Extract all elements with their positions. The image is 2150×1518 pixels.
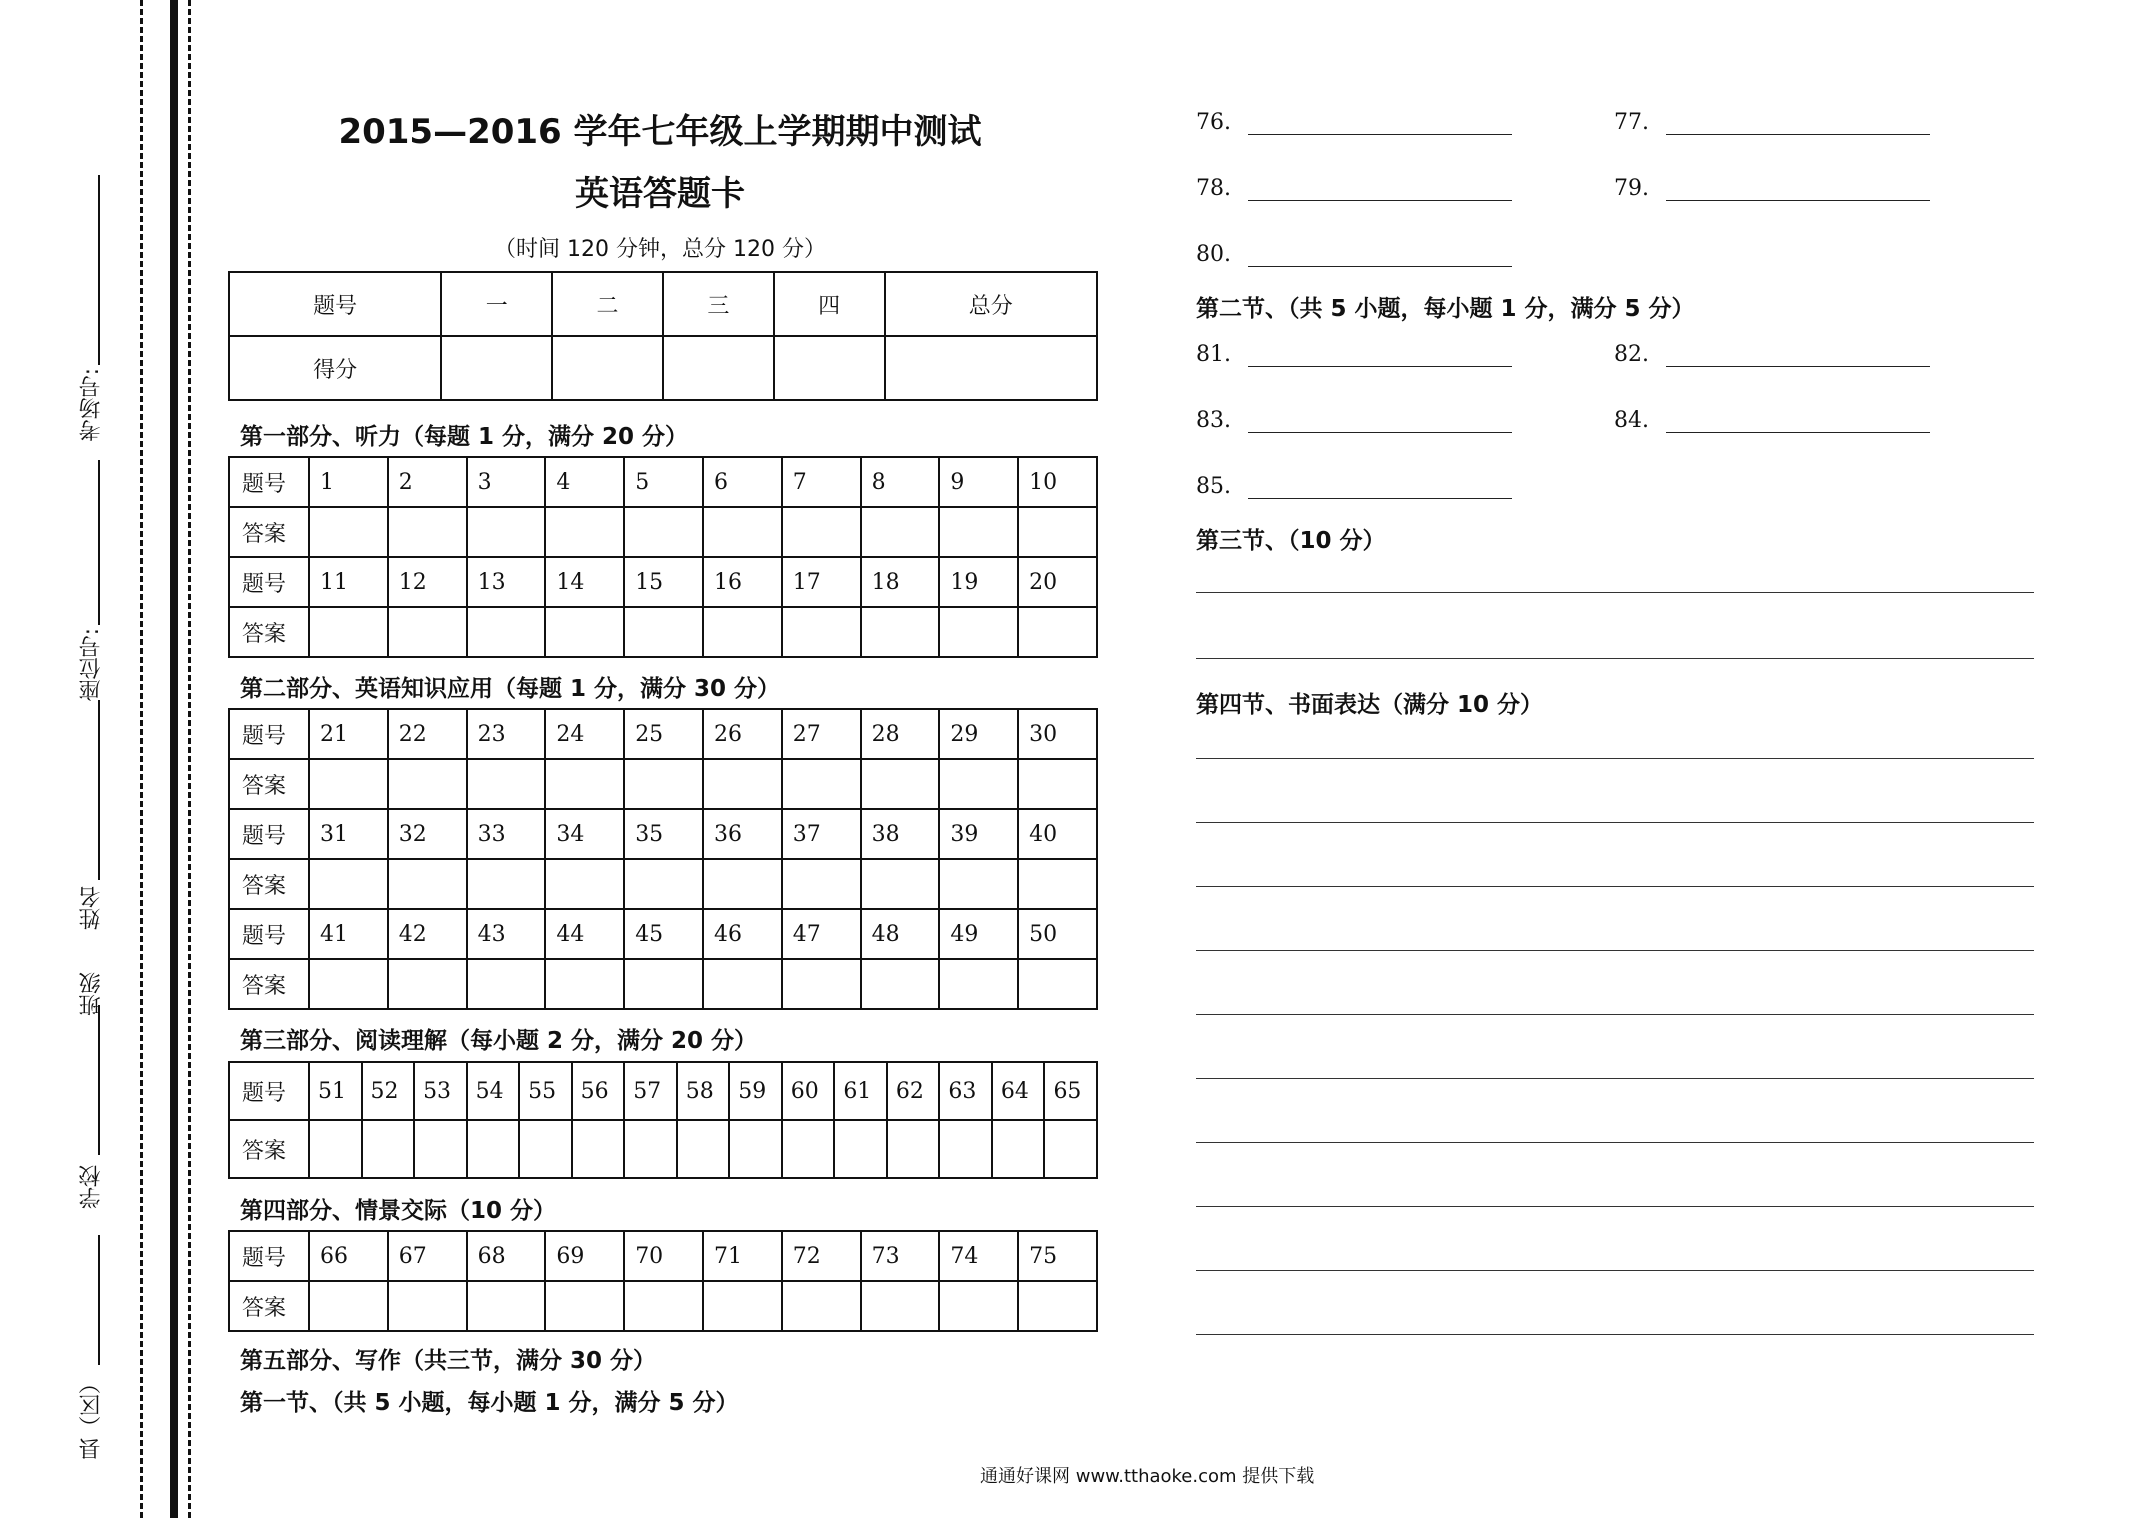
writing-line[interactable] — [1196, 950, 2034, 951]
answer-label: 答案 — [229, 759, 309, 809]
question-number: 59 — [729, 1062, 782, 1120]
answer-line[interactable] — [1666, 366, 1930, 367]
answer-cell[interactable] — [309, 859, 388, 909]
question-number: 32 — [388, 809, 467, 859]
question-number: 70 — [624, 1231, 703, 1281]
question-number: 62 — [887, 1062, 940, 1120]
answer-cell[interactable] — [467, 859, 546, 909]
question-number: 51 — [309, 1062, 362, 1120]
answer-cell[interactable] — [545, 859, 624, 909]
score-header-cell: 总分 — [885, 272, 1097, 336]
exam-note: （时间 120 分钟，总分 120 分） — [494, 237, 826, 262]
question-row — [229, 709, 1097, 759]
question-number: 21 — [309, 709, 388, 759]
score-header-cell: 题号 — [229, 272, 441, 336]
answer-line[interactable] — [1248, 432, 1512, 433]
answer-cell[interactable] — [545, 1281, 624, 1331]
part3-title: 第三部分、阅读理解（每小题 2 分，满分 20 分） — [240, 1028, 758, 1054]
question-number: 19 — [939, 557, 1018, 607]
answer-cell[interactable] — [939, 1281, 1018, 1331]
answer-cell[interactable] — [939, 607, 1018, 657]
page-title: 2015—2016 学年七年级上学期期中测试 — [338, 112, 982, 152]
answer-cell[interactable] — [861, 859, 940, 909]
question-number: 52 — [362, 1062, 415, 1120]
question-number: 64 — [992, 1062, 1045, 1120]
question-number: 8 — [861, 457, 940, 507]
writing-line[interactable] — [1196, 658, 2034, 659]
question-number: 13 — [467, 557, 546, 607]
writing-line[interactable] — [1196, 1142, 2034, 1143]
score-header-cell: 四 — [774, 272, 885, 336]
question-number: 77. — [1614, 110, 1649, 135]
answer-cell[interactable] — [624, 1120, 677, 1178]
answer-cell[interactable] — [388, 1281, 467, 1331]
question-number: 33 — [467, 809, 546, 859]
answer-cell[interactable] — [1018, 607, 1097, 657]
writing-line[interactable] — [1196, 1014, 2034, 1015]
answer-cell[interactable] — [624, 959, 703, 1009]
writing-line[interactable] — [1196, 1078, 2034, 1079]
answer-cell[interactable] — [388, 507, 467, 557]
answer-label: 答案 — [229, 859, 309, 909]
answer-line[interactable] — [1248, 266, 1512, 267]
answer-cell[interactable] — [861, 507, 940, 557]
part3-answer-table — [228, 1061, 1098, 1179]
question-number: 61 — [834, 1062, 887, 1120]
answer-cell[interactable] — [1018, 859, 1097, 909]
question-label: 题号 — [229, 809, 309, 859]
score-header-cell: 一 — [441, 272, 552, 336]
answer-cell[interactable] — [545, 759, 624, 809]
question-number: 2 — [388, 457, 467, 507]
part4-title: 第四部分、情景交际（10 分） — [240, 1198, 557, 1224]
answer-cell[interactable] — [939, 959, 1018, 1009]
question-number: 34 — [545, 809, 624, 859]
answer-cell[interactable] — [572, 1120, 625, 1178]
question-number: 57 — [624, 1062, 677, 1120]
question-number: 40 — [1018, 809, 1097, 859]
answer-cell[interactable] — [414, 1120, 467, 1178]
question-number: 1 — [309, 457, 388, 507]
school-line — [98, 1005, 100, 1155]
question-number: 45 — [624, 909, 703, 959]
question-number: 44 — [545, 909, 624, 959]
answer-cell[interactable] — [1044, 1120, 1097, 1178]
question-number: 48 — [861, 909, 940, 959]
writing-line[interactable] — [1196, 1206, 2034, 1207]
question-row — [229, 1231, 1097, 1281]
answer-line[interactable] — [1248, 200, 1512, 201]
answer-row — [229, 859, 1097, 909]
question-number: 85. — [1196, 474, 1231, 499]
answer-line[interactable] — [1248, 366, 1512, 367]
question-number: 24 — [545, 709, 624, 759]
part5-section2-title: 第二节、（共 5 小题，每小题 1 分，满分 5 分） — [1196, 296, 1695, 322]
answer-label: 答案 — [229, 1120, 309, 1178]
answer-cell[interactable] — [519, 1120, 572, 1178]
question-number: 82. — [1614, 342, 1649, 367]
writing-line[interactable] — [1196, 886, 2034, 887]
answer-cell[interactable] — [545, 507, 624, 557]
answer-cell[interactable] — [388, 607, 467, 657]
answer-cell[interactable] — [861, 1281, 940, 1331]
footer-credit: 通通好课网 www.tthaoke.com 提供下载 — [980, 1466, 1315, 1487]
answer-cell[interactable] — [703, 1281, 782, 1331]
answer-line[interactable] — [1248, 134, 1512, 135]
answer-cell[interactable] — [309, 1281, 388, 1331]
part5-section4-title: 第四节、书面表达（满分 10 分） — [1196, 692, 1544, 718]
answer-cell[interactable] — [624, 507, 703, 557]
question-number: 58 — [677, 1062, 730, 1120]
score-header-cell: 三 — [663, 272, 774, 336]
question-row — [229, 809, 1097, 859]
part1-title: 第一部分、听力（每题 1 分，满分 20 分） — [240, 424, 689, 450]
answer-cell[interactable] — [309, 607, 388, 657]
answer-cell[interactable] — [545, 607, 624, 657]
answer-cell[interactable] — [467, 607, 546, 657]
answer-line[interactable] — [1666, 432, 1930, 433]
question-number: 72 — [782, 1231, 861, 1281]
score-cell[interactable] — [663, 336, 774, 400]
question-number: 47 — [782, 909, 861, 959]
question-number: 41 — [309, 909, 388, 959]
answer-row — [229, 607, 1097, 657]
question-number: 18 — [861, 557, 940, 607]
score-header-row — [229, 272, 1097, 336]
question-number: 83. — [1196, 408, 1231, 433]
question-number: 78. — [1196, 176, 1231, 201]
answer-label: 答案 — [229, 607, 309, 657]
part5-section1-title: 第一节、（共 5 小题，每小题 1 分，满分 5 分） — [240, 1390, 739, 1416]
answer-cell[interactable] — [703, 959, 782, 1009]
question-number: 31 — [309, 809, 388, 859]
answer-cell[interactable] — [782, 507, 861, 557]
school-label: 学校 — [79, 1165, 104, 1209]
answer-cell[interactable] — [624, 859, 703, 909]
name-label: 姓名 — [79, 886, 104, 930]
page-subtitle: 英语答题卡 — [575, 174, 745, 214]
exam-room-line — [98, 175, 100, 365]
question-number: 20 — [1018, 557, 1097, 607]
question-number: 50 — [1018, 909, 1097, 959]
answer-cell[interactable] — [861, 607, 940, 657]
question-number: 53 — [414, 1062, 467, 1120]
answer-label: 答案 — [229, 959, 309, 1009]
answer-cell[interactable] — [309, 507, 388, 557]
question-number: 7 — [782, 457, 861, 507]
answer-cell[interactable] — [782, 859, 861, 909]
exam-room-label: 考场号: — [79, 368, 104, 442]
question-number: 29 — [939, 709, 1018, 759]
question-number: 73 — [861, 1231, 940, 1281]
question-number: 54 — [467, 1062, 520, 1120]
answer-line[interactable] — [1666, 134, 1930, 135]
answer-cell[interactable] — [1018, 759, 1097, 809]
answer-cell[interactable] — [1018, 507, 1097, 557]
answer-cell[interactable] — [309, 759, 388, 809]
question-number: 74 — [939, 1231, 1018, 1281]
question-number: 30 — [1018, 709, 1097, 759]
question-number: 67 — [388, 1231, 467, 1281]
question-row — [229, 457, 1097, 507]
part5-section3-title: 第三节、（10 分） — [1196, 528, 1386, 554]
part2-answer-table — [228, 708, 1098, 1010]
question-number: 27 — [782, 709, 861, 759]
question-number: 71 — [703, 1231, 782, 1281]
question-number: 69 — [545, 1231, 624, 1281]
answer-line[interactable] — [1248, 498, 1512, 499]
question-label: 题号 — [229, 557, 309, 607]
writing-line[interactable] — [1196, 1334, 2034, 1335]
answer-cell[interactable] — [467, 959, 546, 1009]
question-number: 4 — [545, 457, 624, 507]
answer-cell[interactable] — [309, 1120, 362, 1178]
answer-line[interactable] — [1666, 200, 1930, 201]
answer-cell[interactable] — [992, 1120, 1045, 1178]
score-header-cell: 二 — [552, 272, 663, 336]
answer-cell[interactable] — [703, 859, 782, 909]
answer-cell[interactable] — [467, 759, 546, 809]
answer-cell[interactable] — [887, 1120, 940, 1178]
question-row — [229, 909, 1097, 959]
answer-cell[interactable] — [729, 1120, 782, 1178]
binding-bar — [170, 0, 178, 1518]
question-number: 36 — [703, 809, 782, 859]
question-number: 66 — [309, 1231, 388, 1281]
question-label: 题号 — [229, 1231, 309, 1281]
score-cell[interactable] — [441, 336, 552, 400]
question-number: 65 — [1044, 1062, 1097, 1120]
answer-label: 答案 — [229, 1281, 309, 1331]
answer-label: 答案 — [229, 507, 309, 557]
name-line — [98, 700, 100, 880]
answer-cell[interactable] — [388, 759, 467, 809]
answer-cell[interactable] — [624, 607, 703, 657]
answer-cell[interactable] — [467, 1120, 520, 1178]
question-number: 11 — [309, 557, 388, 607]
answer-cell[interactable] — [703, 507, 782, 557]
answer-cell[interactable] — [861, 959, 940, 1009]
answer-cell[interactable] — [388, 959, 467, 1009]
class-label: 班级 — [79, 972, 104, 1016]
answer-cell[interactable] — [782, 959, 861, 1009]
writing-line[interactable] — [1196, 758, 2034, 759]
answer-cell[interactable] — [624, 759, 703, 809]
question-number: 42 — [388, 909, 467, 959]
question-number: 55 — [519, 1062, 572, 1120]
question-number: 76. — [1196, 110, 1231, 135]
seat-line — [98, 460, 100, 625]
answer-cell[interactable] — [782, 759, 861, 809]
score-cell[interactable] — [552, 336, 663, 400]
question-row — [229, 557, 1097, 607]
question-number: 81. — [1196, 342, 1231, 367]
question-label: 题号 — [229, 709, 309, 759]
score-table — [228, 271, 1098, 401]
question-number: 14 — [545, 557, 624, 607]
part2-title: 第二部分、英语知识应用（每题 1 分，满分 30 分） — [240, 676, 781, 702]
question-number: 46 — [703, 909, 782, 959]
answer-cell[interactable] — [939, 759, 1018, 809]
answer-cell[interactable] — [467, 1281, 546, 1331]
question-number: 22 — [388, 709, 467, 759]
score-row — [229, 336, 1097, 400]
cut-line-inner — [188, 0, 191, 1518]
question-number: 16 — [703, 557, 782, 607]
answer-cell[interactable] — [861, 759, 940, 809]
answer-cell[interactable] — [703, 759, 782, 809]
question-label: 题号 — [229, 1062, 309, 1120]
question-label: 题号 — [229, 909, 309, 959]
question-number: 35 — [624, 809, 703, 859]
question-number: 37 — [782, 809, 861, 859]
question-number: 17 — [782, 557, 861, 607]
answer-cell[interactable] — [782, 1281, 861, 1331]
answer-cell[interactable] — [1018, 1281, 1097, 1331]
question-number: 3 — [467, 457, 546, 507]
answer-cell[interactable] — [467, 507, 546, 557]
answer-cell[interactable] — [939, 507, 1018, 557]
score-cell[interactable] — [885, 336, 1097, 400]
seat-label: 座位号: — [79, 628, 104, 702]
answer-cell[interactable] — [782, 1120, 835, 1178]
question-number: 49 — [939, 909, 1018, 959]
answer-cell[interactable] — [782, 607, 861, 657]
writing-line[interactable] — [1196, 1270, 2034, 1271]
answer-cell[interactable] — [1018, 959, 1097, 1009]
answer-cell[interactable] — [834, 1120, 887, 1178]
question-number: 79. — [1614, 176, 1649, 201]
answer-row — [229, 1120, 1097, 1178]
answer-row — [229, 1281, 1097, 1331]
question-number: 25 — [624, 709, 703, 759]
question-number: 5 — [624, 457, 703, 507]
question-number: 84. — [1614, 408, 1649, 433]
answer-cell[interactable] — [362, 1120, 415, 1178]
county-line — [98, 1235, 100, 1365]
question-number: 56 — [572, 1062, 625, 1120]
question-number: 28 — [861, 709, 940, 759]
question-number: 75 — [1018, 1231, 1097, 1281]
part5-title: 第五部分、写作（共三节，满分 30 分） — [240, 1348, 657, 1374]
answer-row — [229, 507, 1097, 557]
question-number: 63 — [939, 1062, 992, 1120]
cut-line-outer — [140, 0, 143, 1518]
question-number: 9 — [939, 457, 1018, 507]
writing-line[interactable] — [1196, 592, 2034, 593]
question-number: 43 — [467, 909, 546, 959]
question-number: 80. — [1196, 242, 1231, 267]
answer-cell[interactable] — [677, 1120, 730, 1178]
answer-cell[interactable] — [388, 859, 467, 909]
question-row — [229, 1062, 1097, 1120]
answer-cell[interactable] — [939, 1120, 992, 1178]
score-cell[interactable] — [774, 336, 885, 400]
answer-cell[interactable] — [624, 1281, 703, 1331]
part1-answer-table — [228, 456, 1098, 658]
question-number: 23 — [467, 709, 546, 759]
question-number: 60 — [782, 1062, 835, 1120]
question-number: 26 — [703, 709, 782, 759]
answer-cell[interactable] — [309, 959, 388, 1009]
score-row-label: 得分 — [229, 336, 441, 400]
question-number: 15 — [624, 557, 703, 607]
answer-row — [229, 759, 1097, 809]
part4-answer-table — [228, 1230, 1098, 1332]
question-number: 68 — [467, 1231, 546, 1281]
answer-cell[interactable] — [545, 959, 624, 1009]
answer-cell[interactable] — [703, 607, 782, 657]
question-number: 39 — [939, 809, 1018, 859]
question-label: 题号 — [229, 457, 309, 507]
county-label: 县（区） — [79, 1372, 104, 1460]
answer-cell[interactable] — [939, 859, 1018, 909]
answer-row — [229, 959, 1097, 1009]
question-number: 6 — [703, 457, 782, 507]
question-number: 12 — [388, 557, 467, 607]
question-number: 38 — [861, 809, 940, 859]
writing-line[interactable] — [1196, 822, 2034, 823]
question-number: 10 — [1018, 457, 1097, 507]
